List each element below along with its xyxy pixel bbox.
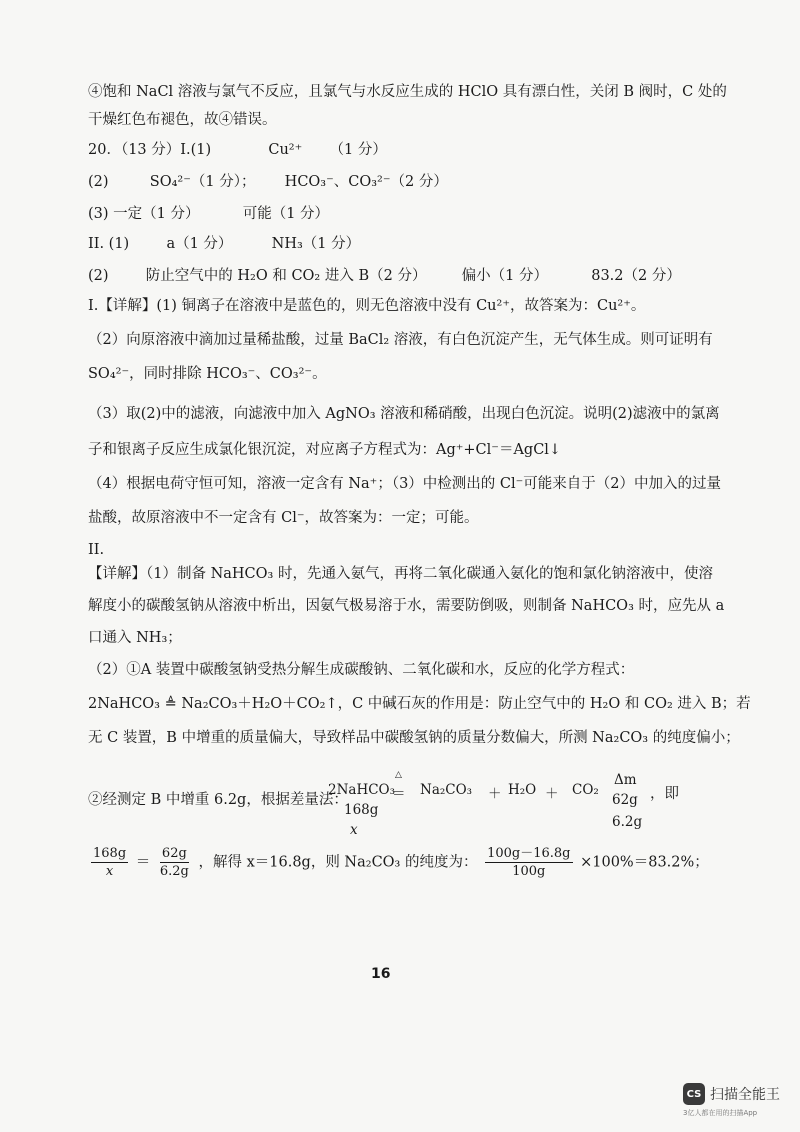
fraction-denominator: 6.2g xyxy=(159,864,189,879)
text-line: （2）①A 装置中碳酸氢钠受热分解生成碳酸钠、二氧化碳和水，反应的化学方程式： xyxy=(88,662,635,678)
watermark-tagline: 3亿人都在用的扫描App xyxy=(683,1109,758,1117)
fraction-denominator: 100g xyxy=(512,864,546,879)
text-line: ②经测定 B 中增重 6.2g，根据差量法： xyxy=(88,792,348,808)
answer-line xyxy=(88,140,387,160)
text-line: I.【详解】(1) 铜离子在溶液中是蓝色的，则无色溶液中没有 Cu²⁺，故答案为：Cu²⁺。 xyxy=(88,298,646,314)
eq-product: H₂O xyxy=(508,782,537,798)
text-line: 子和银离子反应生成氯化银沉淀，对应离子方程式为：Ag⁺+Cl⁻＝AgCl↓ xyxy=(88,442,562,458)
eq-product: CO₂ xyxy=(572,782,599,798)
eq-plus: ＋ xyxy=(488,786,502,802)
text-line: 盐酸，故原溶液中不一定含有 Cl⁻，故答案为：一定；可能。 xyxy=(88,510,479,526)
calculation-line xyxy=(88,845,709,880)
eq-mass-dm: 62g xyxy=(612,792,638,808)
fraction-numerator: 168g xyxy=(93,846,127,861)
eq-product: Na₂CO₃ xyxy=(420,782,473,798)
item-number: II. (1) xyxy=(88,236,130,252)
answer-text: SO₄²⁻（1 分）； xyxy=(149,174,256,190)
fraction-denominator: x xyxy=(105,864,114,879)
answer-text: Cu²⁺ xyxy=(268,142,303,158)
answer-text: a（1 分） xyxy=(166,236,233,252)
equals-sign: ＝ xyxy=(135,854,151,871)
camscanner-logo-icon: CS xyxy=(683,1083,705,1105)
text-line: SO₄²⁻，同时排除 HCO₃⁻、CO₃²⁻。 xyxy=(88,366,327,382)
text-line: 解度小的碳酸氢钠从溶液中析出，因氨气极易溶于水，需要防倒吸，则制备 NaHCO₃ 时，应先从 a xyxy=(88,598,725,614)
fraction xyxy=(158,845,191,880)
answer-text: NH₃（1 分） xyxy=(271,236,361,252)
text-segment: ×100%＝83.2%； xyxy=(580,854,709,871)
watermark-brand: 扫描全能王 xyxy=(710,1087,780,1103)
eq-mass-reactant: 168g xyxy=(344,802,379,818)
eq-plus: ＋ xyxy=(545,786,559,802)
question-number: 20．（13 分）I.(1) xyxy=(88,142,212,158)
answer-text: 偏小（1 分） xyxy=(461,268,549,284)
text-line: （3）取(2)中的滤液，向滤液中加入 AgNO₃ 溶液和稀硝酸，出现白色沉淀。说明(2)滤液中的氯离 xyxy=(88,406,720,422)
answer-text: 防止空气中的 H₂O 和 CO₂ 进入 B（2 分） xyxy=(145,268,427,284)
text-line: （4）根据电荷守恒可知，溶液一定含有 Na⁺；（3）中检测出的 Cl⁻可能来自于（2）中加入的过量 xyxy=(88,476,722,492)
answer-line xyxy=(88,172,448,192)
eq-reactant: 2NaHCO₃ xyxy=(328,782,396,798)
answer-text: 83.2（2 分） xyxy=(591,268,681,284)
page-number: 16 xyxy=(371,966,391,982)
item-number: (2) xyxy=(88,174,109,190)
answer-line xyxy=(88,204,329,224)
score-text: （1 分） xyxy=(329,142,387,158)
fraction-numerator: 62g xyxy=(161,846,187,861)
fraction xyxy=(91,845,128,880)
answer-text: 可能（1 分） xyxy=(242,206,330,222)
section-heading: II. xyxy=(88,542,105,558)
text-line: ，即 xyxy=(650,786,679,802)
answer-line xyxy=(88,266,681,286)
eq-mass-b: 6.2g xyxy=(612,814,643,830)
fraction xyxy=(485,845,572,880)
fraction-numerator: 100g－16.8g xyxy=(487,846,571,861)
text-line: ④饱和 NaCl 溶液与氯气不反应，且氯气与水反应生成的 HClO 具有漂白性，关闭 B 阀时，C 处的 xyxy=(88,84,727,100)
text-line: 无 C 装置，B 中增重的质量偏大，导致样品中碳酸氢钠的质量分数偏大，所测 Na₂CO₃ 的纯度偏小； xyxy=(88,730,740,746)
text-line: 口通入 NH₃； xyxy=(88,630,182,646)
eq-var-x: x xyxy=(350,822,358,838)
eq-equals: ＝ xyxy=(392,786,406,802)
answer-text: (3) 一定（1 分） xyxy=(88,206,200,222)
answer-line xyxy=(88,234,360,254)
scanner-watermark xyxy=(683,1083,780,1118)
text-line: 【详解】（1）制备 NaHCO₃ 时，先通入氨气，再将二氧化碳通入氨化的饱和氯化钠溶液中，使溶 xyxy=(88,566,713,582)
text-line: 2NaHCO₃ ≜ Na₂CO₃＋H₂O＋CO₂↑，C 中碱石灰的作用是：防止空气中的 H₂O 和 CO₂ 进入 B；若 xyxy=(88,696,751,712)
text-line: （2）向原溶液中滴加过量稀盐酸，过量 BaCl₂ 溶液，有白色沉淀产生，无气体生成。则可证明有 xyxy=(88,332,713,348)
eq-delta-m: Δm xyxy=(614,772,637,788)
text-line: 干燥红色布褪色，故④错误。 xyxy=(88,112,277,128)
answer-text: HCO₃⁻、CO₃²⁻（2 分） xyxy=(284,174,448,190)
eq-delta: △ xyxy=(395,770,402,780)
text-segment: ，解得 x＝16.8g，则 Na₂CO₃ 的纯度为： xyxy=(198,854,478,871)
item-number: (2) xyxy=(88,268,109,284)
